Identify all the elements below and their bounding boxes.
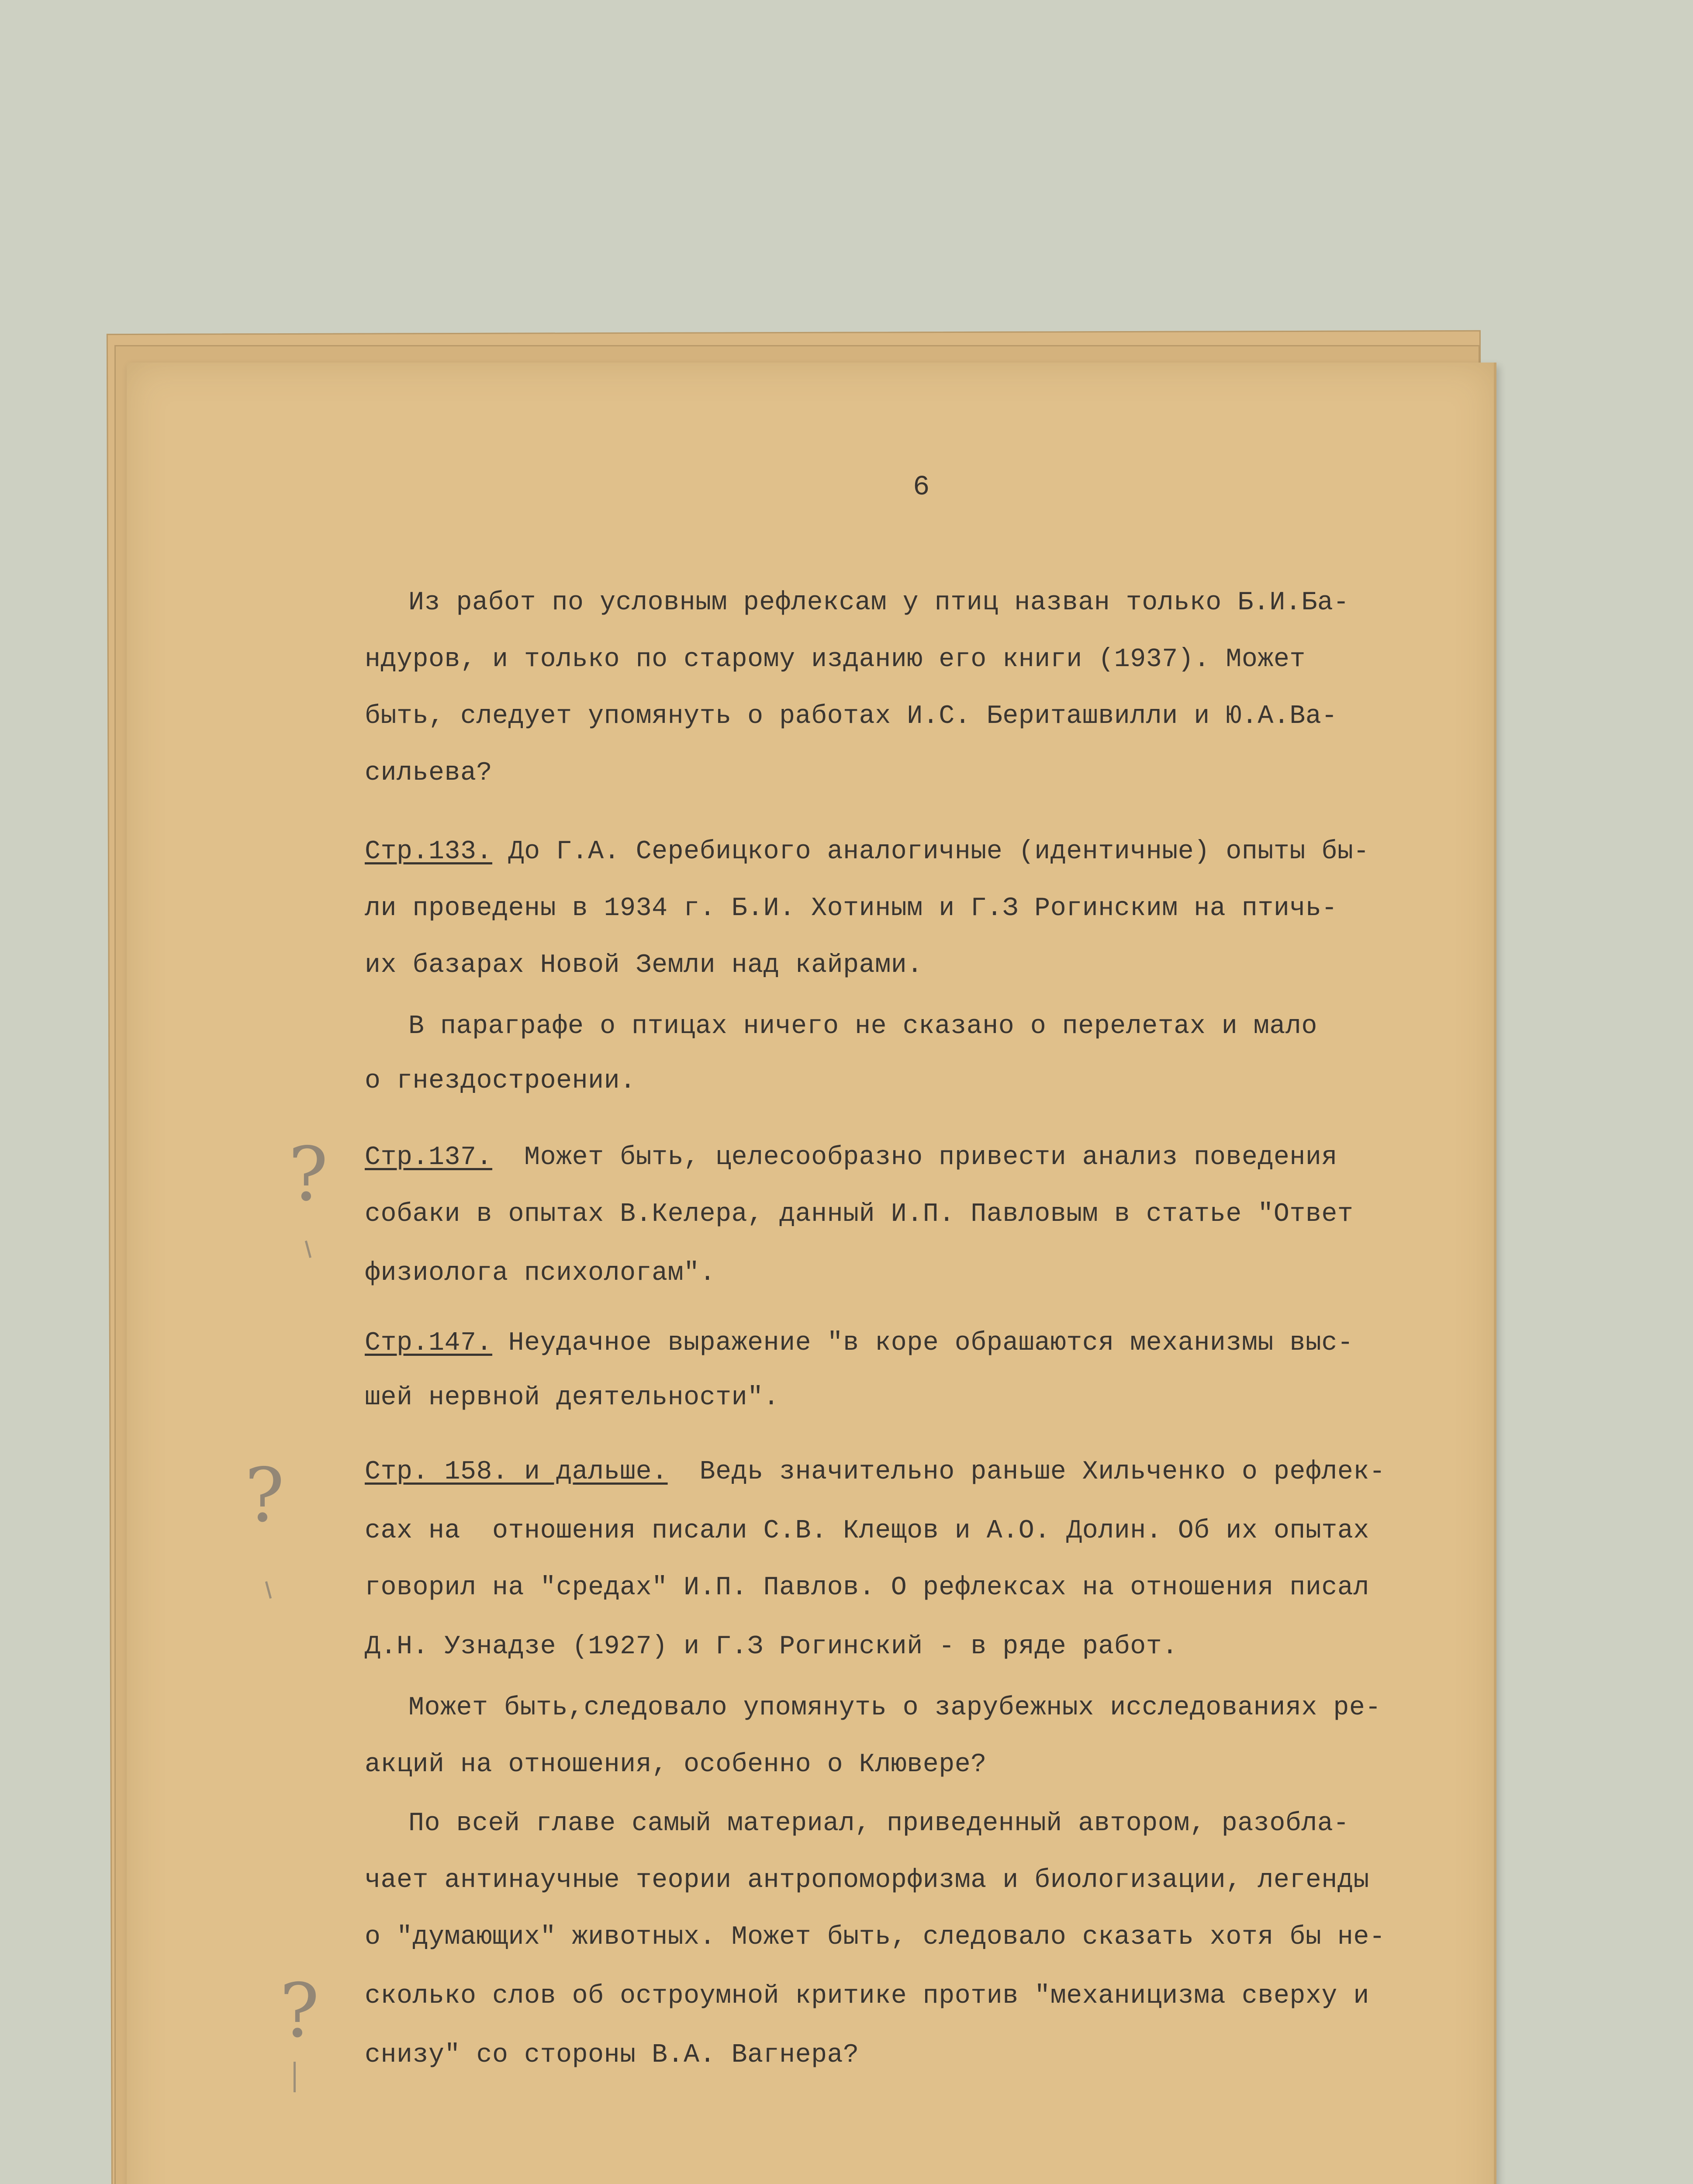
text-line: В параграфе о птицах ничего не сказано о перелетах и мало	[408, 1012, 1317, 1041]
handwritten-question-mark: ?	[280, 1968, 320, 2054]
page-ref-label: Стр.133.	[365, 837, 493, 867]
text-line: их базарах Новой Земли над кайрами.	[365, 950, 923, 980]
text-line: Может быть, целесообразно привести анализ поведения	[524, 1143, 1337, 1172]
text-line: Из работ по условным рефлексам у птиц назван только Б.И.Ба-	[408, 588, 1349, 618]
text-line: говорил на "средах" И.П. Павлов. О рефлексах на отношения писал	[365, 1573, 1369, 1603]
handwritten-question-mark: ?	[288, 1131, 328, 1218]
text-line: Неудачное выражение "в коре обрашаются механизмы выс-	[508, 1328, 1354, 1358]
text-line: снизу" со стороны В.А. Вагнера?	[365, 2040, 859, 2070]
handwritten-question-mark: ?	[245, 1452, 285, 1539]
text-line: собаки в опытах В.Келера, данный И.П. Павловым в статье "Ответ	[365, 1199, 1354, 1229]
page-ref-label: Стр.137.	[365, 1143, 493, 1172]
typed-page	[127, 363, 1496, 2184]
text-line: По всей главе самый материал, приведенный автором, разобла-	[408, 1809, 1349, 1838]
text-line: чает антинаучные теории антропоморфизма и биологизации, легенды	[365, 1866, 1369, 1895]
page-reference	[365, 1328, 1353, 1358]
pencil-tick	[294, 2062, 296, 2092]
page-reference	[365, 836, 1369, 867]
page-ref-label: Стр. 158. и дальше.	[365, 1457, 668, 1487]
page-reference	[365, 1457, 1385, 1487]
page-number: 6	[913, 472, 930, 503]
text-line: акций на отношения, особенно о Клювере?	[365, 1750, 987, 1780]
text-line: сах на отношения писали С.В. Клещов и А.О. Долин. Об их опытах	[365, 1516, 1369, 1546]
text-line: Д.Н. Узнадзе (1927) и Г.З Рогинский - в ряде работ.	[365, 1632, 1178, 1662]
text-line: ли проведены в 1934 г. Б.И. Хотиным и Г.З Рогинским на птичь-	[365, 894, 1337, 923]
text-line: о "думающих" животных. Может быть, следовало сказать хотя бы не-	[365, 1922, 1385, 1952]
text-line: сколько слов об остроумной критике против "механицизма сверху и	[365, 1981, 1369, 2011]
text-line: шей нервной деятельности".	[365, 1383, 780, 1413]
text-line: До Г.А. Серебицкого аналогичные (идентичные) опыты бы-	[508, 837, 1369, 867]
page-ref-label: Стр.147.	[365, 1328, 493, 1358]
page-reference	[365, 1142, 1337, 1173]
text-line: о гнездостроении.	[365, 1066, 636, 1096]
text-line: ндуров, и только по старому изданию его книги (1937). Может	[365, 645, 1306, 674]
text-line: физиолога психологам".	[365, 1258, 716, 1288]
text-line: быть, следует упомянуть о работах И.С. Бериташвилли и Ю.А.Ва-	[365, 702, 1337, 731]
text-line: Ведь значительно раньше Хильченко о рефлек-	[699, 1457, 1385, 1487]
text-line: сильева?	[365, 758, 493, 788]
text-line: Может быть,следовало упомянуть о зарубежных исследованиях ре-	[408, 1693, 1381, 1723]
